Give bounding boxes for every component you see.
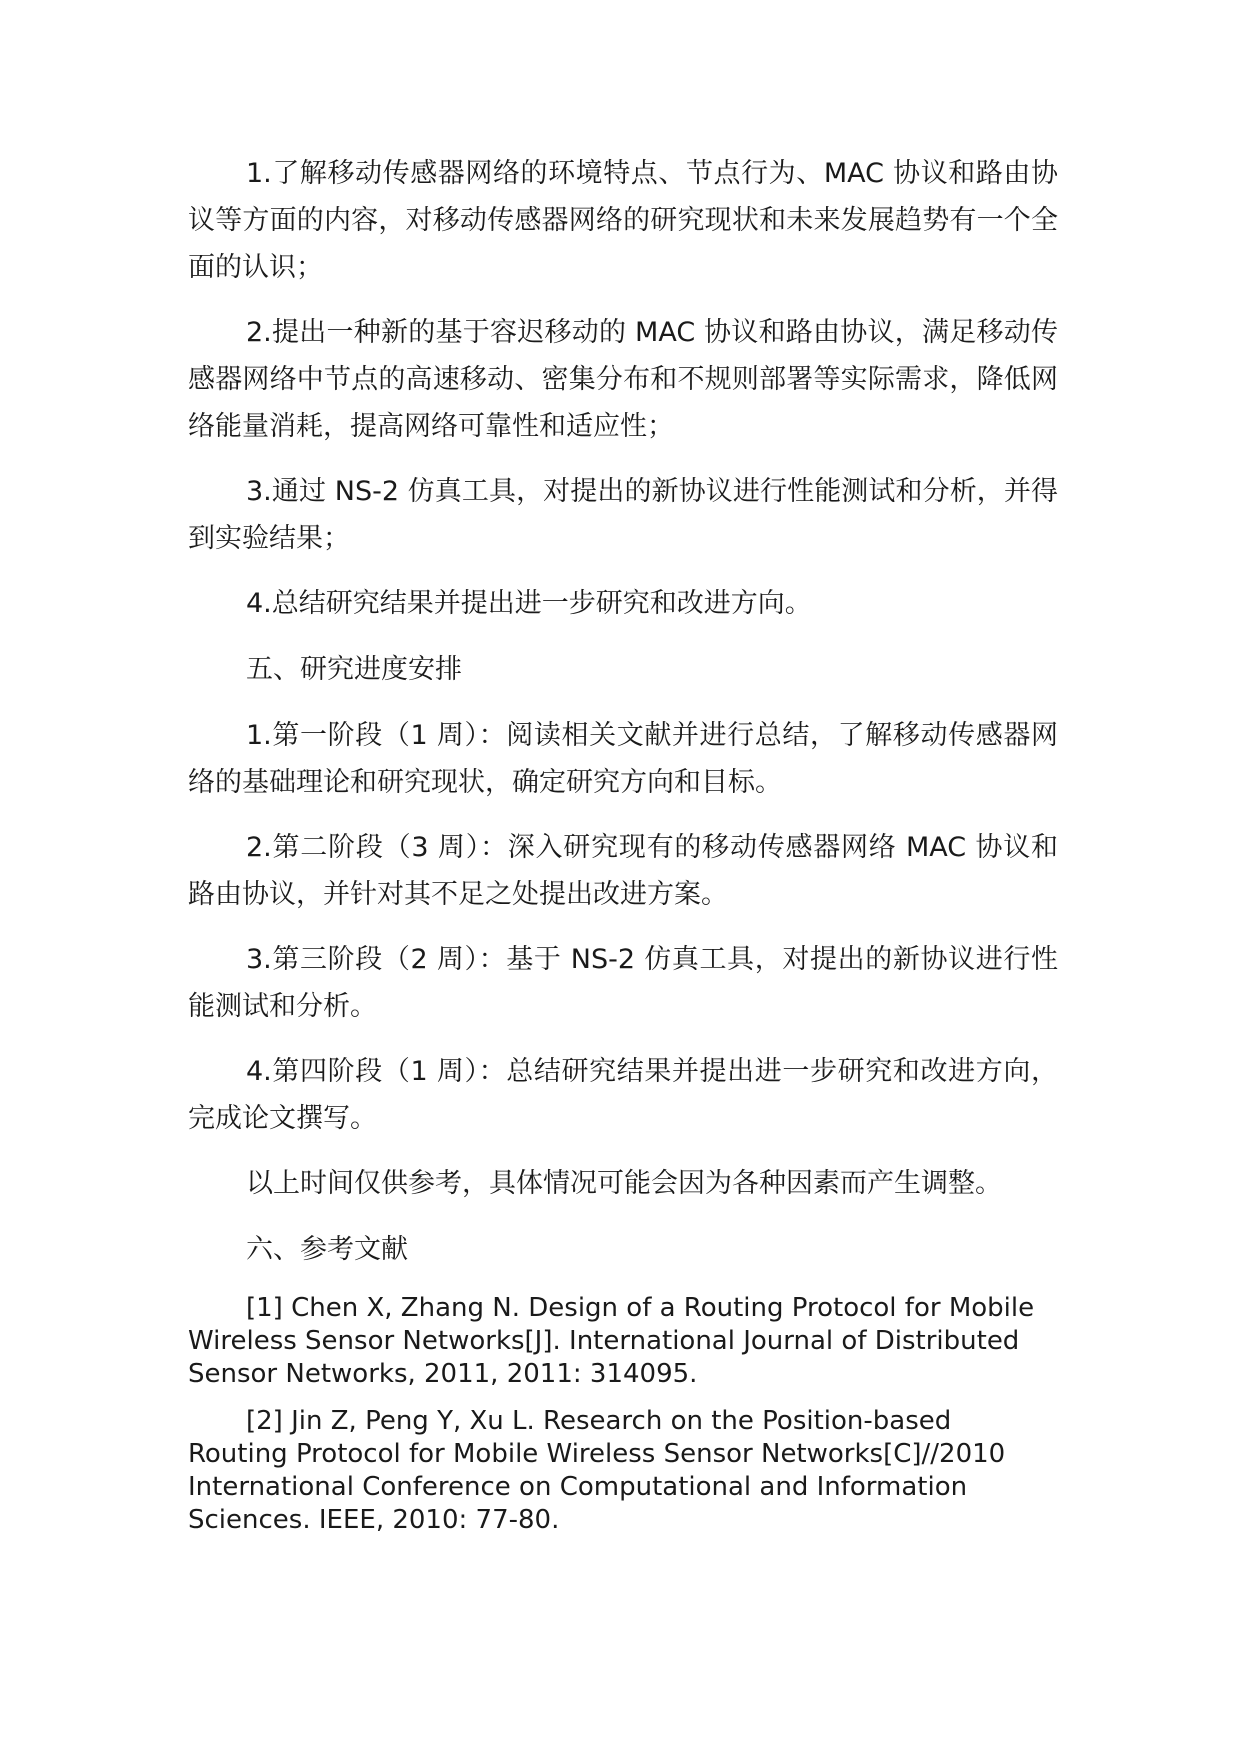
schedule-stage-2: 2.第二阶段（3 周）：深入研究现有的移动传感器网络 MAC 协议和路由协议，并针对其不足之处提出改进方案。 <box>188 832 1058 910</box>
objective-3: 3.通过 NS-2 仿真工具，对提出的新协议进行性能测试和分析，并得到实验结果； <box>188 476 1058 554</box>
section-heading-references: 六、参考文献 <box>246 1234 408 1265</box>
reference-item-1: [1] Chen X, Zhang N. Design of a Routing Protocol for Mobile Wireless Sensor Networks[J]. International Journal of Distributed Sensor Networks, 2011, 2011: 314095. <box>188 1293 1035 1389</box>
reference-item-2: [2] Jin Z, Peng Y, Xu L. Research on the Position-based Routing Protocol for Mobile Wireless Sensor Networks[C]//2010 International Conference on Computational and Information Sciences. IEEE, 2010: 77-80. <box>188 1406 1006 1535</box>
schedule-stage-1: 1.第一阶段（1 周）：阅读相关文献并进行总结，了解移动传感器网络的基础理论和研究现状，确定研究方向和目标。 <box>188 720 1058 798</box>
objective-1: 1.了解移动传感器网络的环境特点、节点行为、MAC 协议和路由协议等方面的内容，对移动传感器网络的研究现状和未来发展趋势有一个全面的认识； <box>188 158 1058 283</box>
section-heading-schedule: 五、研究进度安排 <box>246 654 462 685</box>
schedule-note: 以上时间仅供参考，具体情况可能会因为各种因素而产生调整。 <box>246 1168 1002 1199</box>
document-page <box>188 150 1058 1551</box>
objective-4: 4.总结研究结果并提出进一步研究和改进方向。 <box>246 588 812 619</box>
objective-2: 2.提出一种新的基于容迟移动的 MAC 协议和路由协议，满足移动传感器网络中节点的高速移动、密集分布和不规则部署等实际需求，降低网络能量消耗，提高网络可靠性和适应性； <box>188 317 1058 442</box>
schedule-stage-4: 4.第四阶段（1 周）：总结研究结果并提出进一步研究和改进方向，完成论文撰写。 <box>188 1056 1058 1134</box>
schedule-stage-3: 3.第三阶段（2 周）：基于 NS-2 仿真工具，对提出的新协议进行性能测试和分析。 <box>188 944 1058 1022</box>
